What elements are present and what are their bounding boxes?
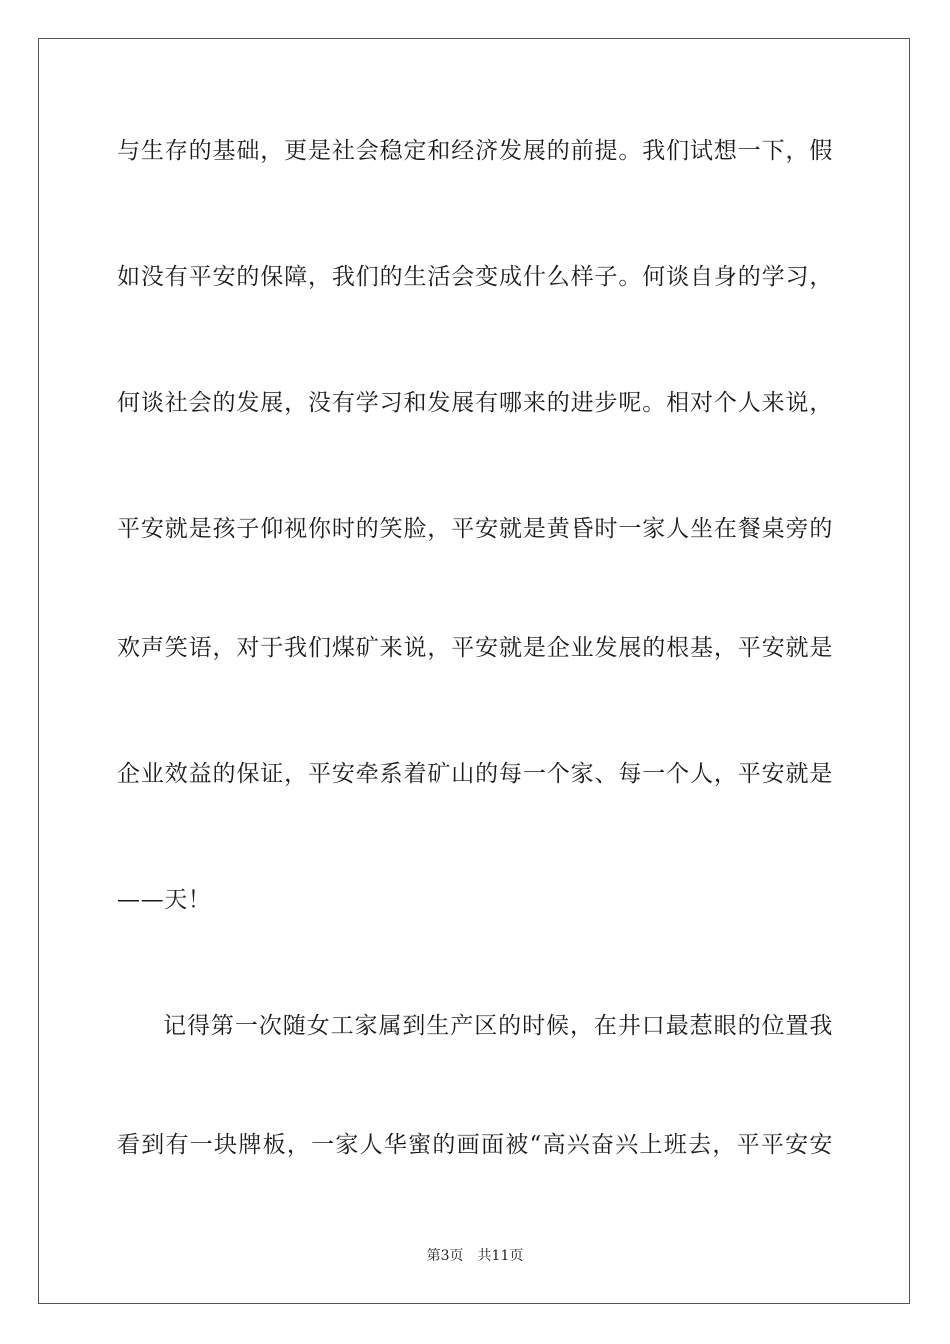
text-line: 企业效益的保证，平安牵系着矿山的每一个家、每一个人，平安就是	[117, 761, 833, 787]
page-border	[38, 38, 910, 1304]
text-line: 如没有平安的保障，我们的生活会变成什么样子。何谈自身的学习，	[117, 264, 833, 290]
text-line: 平安就是孩子仰视你时的笑脸，平安就是黄昏时一家人坐在餐桌旁的	[117, 516, 833, 542]
page-number-footer: 第3页 共11页	[426, 1248, 524, 1264]
text-line: 与生存的基础，更是社会稳定和经济发展的前提。我们试想一下，假	[117, 138, 833, 164]
text-line: 欢声笑语，对于我们煤矿来说，平安就是企业发展的根基，平安就是	[117, 635, 833, 661]
paragraph-first-line: 记得第一次随女工家属到生产区的时候，在井口最惹眼的位置我	[163, 1013, 833, 1039]
text-line: 何谈社会的发展，没有学习和发展有哪来的进步呢。相对个人来说，	[117, 390, 833, 416]
text-line: ——天！	[117, 887, 212, 913]
text-line: 看到有一块牌板，一家人华蜜的画面被“高兴奋兴上班去，平平安安	[117, 1132, 833, 1158]
